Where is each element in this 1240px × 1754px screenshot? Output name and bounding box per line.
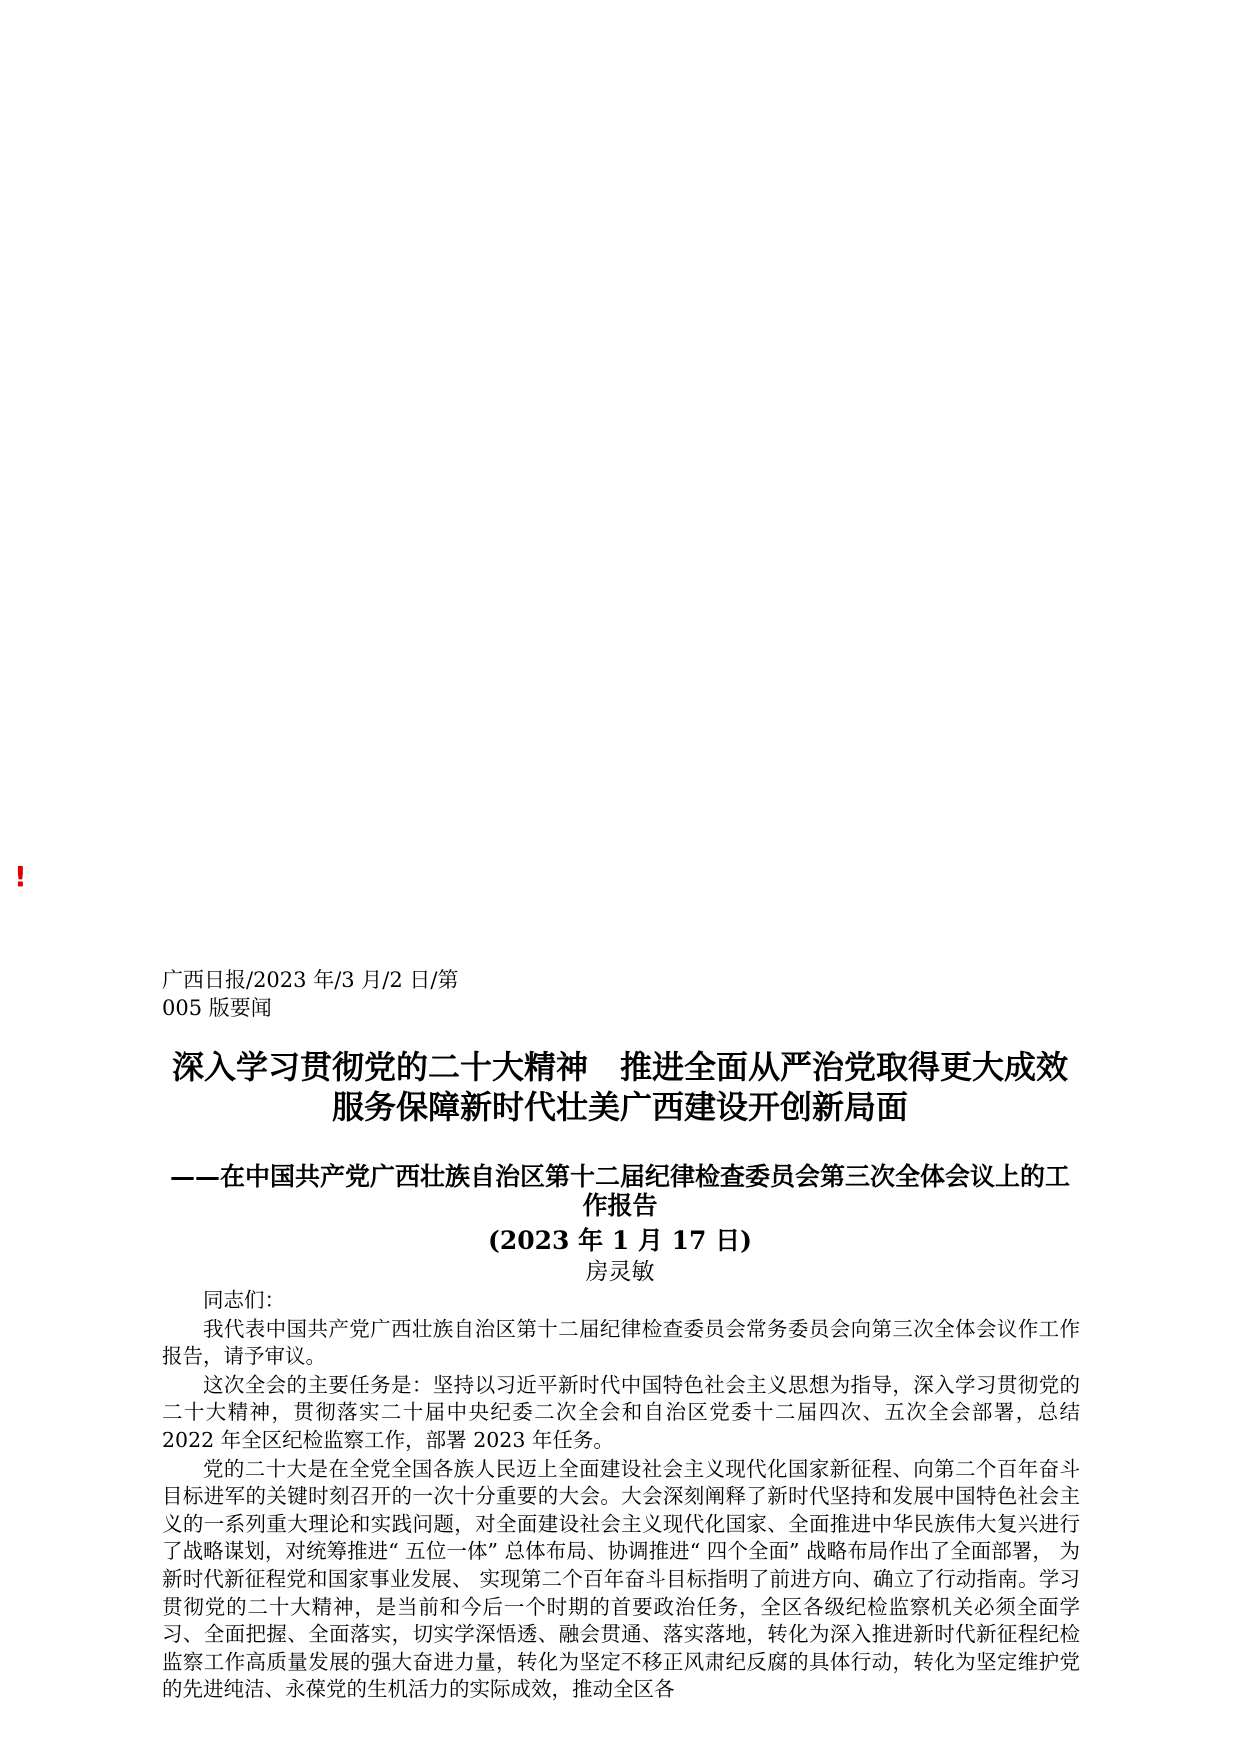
source-line: 广西日报/2023 年/3 月/2 日/第 005 版要闻 [162,968,459,1020]
article-body [162,1287,1080,1705]
author-name: 房灵敏 [585,1259,655,1285]
body-paragraph: 我代表中国共产党广西壮族自治区第十二届纪律检查委员会常务委员会向第三次全体会议作工作报告，请予审议。 [162,1316,1080,1369]
article-title: 深入学习贯彻党的二十大精神 推进全面从严治党取得更大成效 服务保障新时代壮美广西建设开创新局面 [171,1048,1101,1126]
report-date: (2023 年 1 月 17 日) [488,1226,752,1255]
article-subtitle: ——在中国共产党广西壮族自治区第十二届纪律检查委员会第三次全体会议上的工作报告 [169,1162,1070,1220]
red-exclamation-mark: ! [14,860,27,893]
body-paragraph: 这次全会的主要任务是：坚持以习近平新时代中国特色社会主义思想为指导，深入学习贯彻党的二十大精神，贯彻落实二十届中央纪委二次全会和自治区党委十二届四次、五次全会部署，总结 2022 年全区纪检监察工作，部署 2023 年任务。 [162,1372,1080,1452]
body-paragraph: 同志们： [203,1288,285,1312]
body-paragraph: 党的二十大是在全党全国各族人民迈上全面建设社会主义现代化国家新征程、向第二个百年奋斗目标进军的关键时刻召开的一次十分重要的大会。大会深刻阐释了新时代坚持和发展中国特色社会主义的一系列重大理论和实践问题，对全面建设社会主义现代化国家、全面推进中华民族伟大复兴进行了战略谋划，对统筹推进“ 五位一体” 总体布局、协调推进“ 四个全面” 战略布局作出了全面部署， 为新时代新征程党和国家事业发展、 实现第二个百年奋斗目标指明了前进方向、确立了行动指南。学习贯彻党的二十大精神，是当前和今后一个时期的首要政治任务，全区各级纪检监察机关必须全面学习、全面把握、全面落实，切实学深悟透、融会贯通、落实落地，转化为深入推进新时代新征程纪检监察工作高质量发展的强大奋进力量，转化为坚定不移正风肃纪反腐的具体行动，转化为坚定维护党的先进纯洁、永葆党的生机活力的实际成效，推动全区各 [162,1456,1080,1702]
